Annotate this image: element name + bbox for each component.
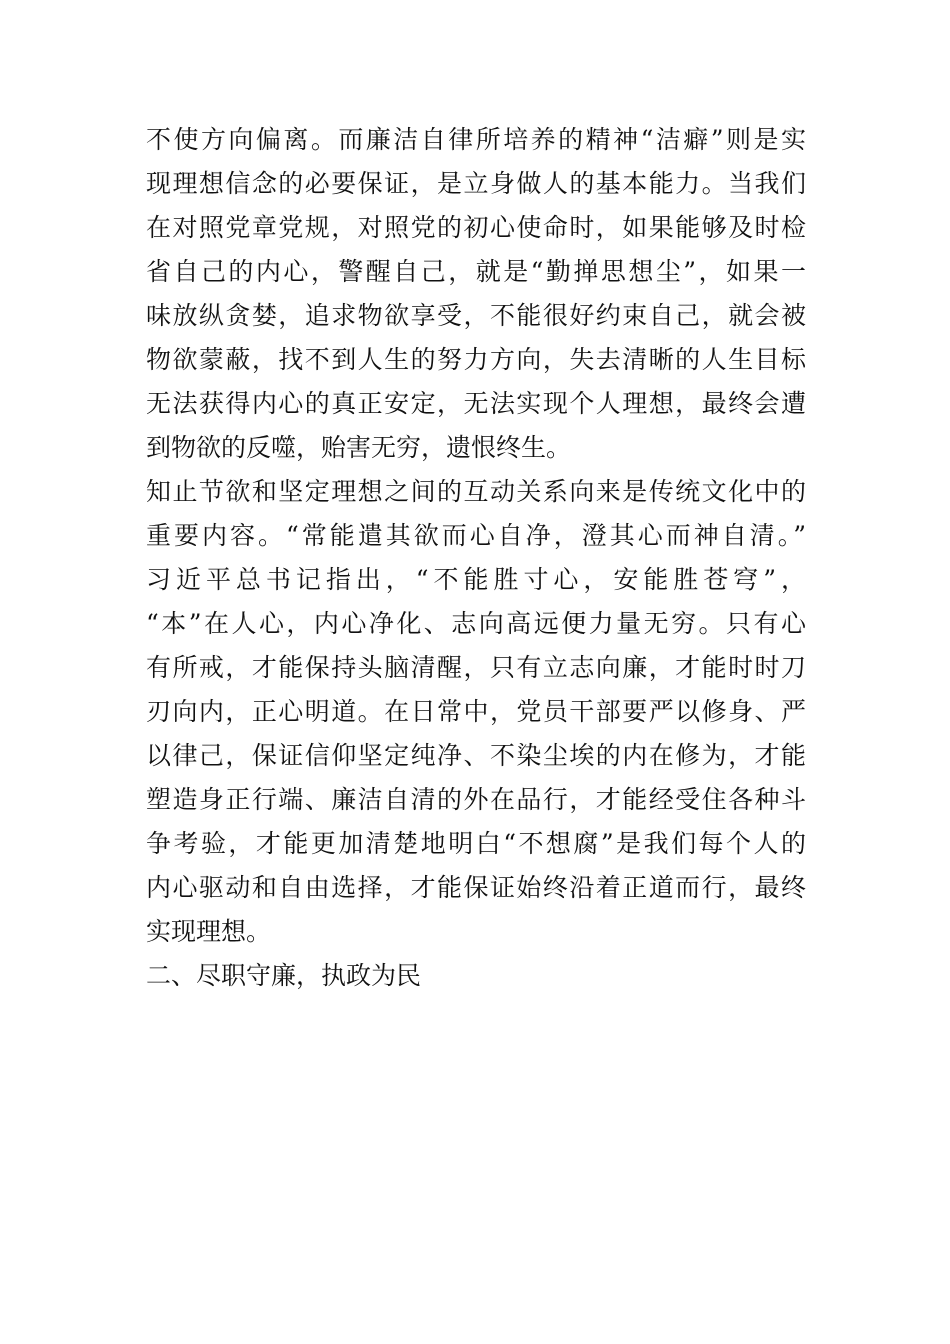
text-line: 现理想信念的必要保证，是立身做人的基本能力。当我们: [146, 169, 806, 198]
text-line: 重要内容。“常能遣其欲而心自净，澄其心而神自清。”: [146, 521, 806, 550]
text-line: 实现理想。: [146, 917, 272, 946]
text-line: 不使方向偏离。而廉洁自律所培养的精神“洁癖”则是实: [146, 125, 806, 154]
text-line: 有所戒，才能保持头脑清醒，只有立志向廉，才能时时刀: [146, 653, 806, 682]
text-line: 味放纵贪婪，追求物欲享受，不能很好约束自己，就会被: [146, 301, 806, 330]
text-line: 习近平总书记指出，“不能胜寸心，安能胜苍穹”，: [146, 565, 806, 594]
text-line: 塑造身正行端、廉洁自清的外在品行，才能经受住各种斗: [146, 785, 806, 814]
section-heading: 二、尽职守廉，执政为民: [146, 961, 422, 990]
document-body: [146, 118, 806, 998]
text-line: 无法获得内心的真正安定，无法实现个人理想，最终会遭: [146, 389, 806, 418]
text-line: 省自己的内心，警醒自己，就是“勤掸思想尘”，如果一: [146, 257, 806, 286]
text-line: 知止节欲和坚定理想之间的互动关系向来是传统文化中的: [146, 477, 806, 506]
text-line: 物欲蒙蔽，找不到人生的努力方向，失去清晰的人生目标: [146, 345, 806, 374]
text-line: 到物欲的反噬，贻害无穷，遗恨终生。: [146, 433, 572, 462]
text-line: 刃向内，正心明道。在日常中，党员干部要严以修身、严: [146, 697, 806, 726]
text-line: 以律己，保证信仰坚定纯净、不染尘埃的内在修为，才能: [146, 741, 806, 770]
text-line: 争考验，才能更加清楚地明白“不想腐”是我们每个人的: [146, 829, 806, 858]
text-line: 在对照党章党规，对照党的初心使命时，如果能够及时检: [146, 213, 806, 242]
text-line: “本”在人心，内心净化、志向高远便力量无穷。只有心: [146, 609, 806, 638]
text-line: 内心驱动和自由选择，才能保证始终沿着正道而行，最终: [146, 873, 806, 902]
